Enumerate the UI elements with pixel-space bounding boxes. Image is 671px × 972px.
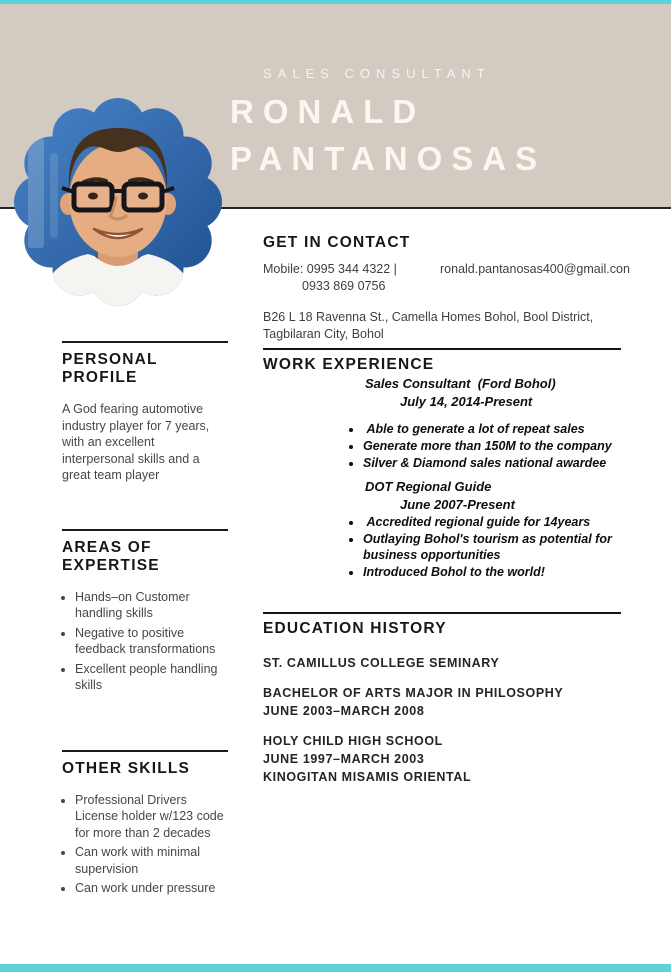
personal-profile-text: A God fearing automotive industry player for 7 years, with an excellent interpersonal skills and a great team player [62,402,213,482]
left-column [62,341,228,900]
list-item: • Outlaying Bohol's tourism as potential for business opportunities [363,531,621,563]
person-name [230,88,546,182]
person-first-name: RONALD [230,93,426,130]
job-entry [263,376,621,471]
list-item: • Accredited regional guide for 14years [363,514,621,530]
list-item: • Can work under pressure [75,880,228,897]
mobile-number-line2: 0933 869 0756 [302,279,386,293]
job-role: Sales Consultant (Ford Bohol) [365,376,556,391]
postal-address: B26 L 18 Ravenna St., Camella Homes Bohol, Bool District, Tagbilaran City, Bohol [263,310,594,341]
list-item: • Negative to positive feedback transformations [75,625,228,658]
mobile-number-line1: Mobile: 0995 344 4322 | [263,262,397,276]
role-title: SALES CONSULTANT [263,66,491,81]
bottom-accent-bar [0,964,671,972]
list-item: • Can work with minimal supervision [75,844,228,877]
education-line: BACHELOR OF ARTS MAJOR IN PHILOSOPHY [263,686,564,700]
job-bullet-list [263,514,621,580]
other-skills-title: OTHER SKILLS [62,759,191,777]
list-item: • Generate more than 150M to the company [363,438,621,454]
personal-profile-title: PERSONAL PROFILE [62,351,158,386]
job-period: June 2007-Present [400,497,515,512]
education-line: HOLY CHILD HIGH SCHOOL [263,734,443,748]
expertise-list [62,589,228,694]
job-role: DOT Regional Guide [365,479,492,494]
education-line: ST. CAMILLUS COLLEGE SEMINARY [263,656,500,670]
education-entry [263,654,621,672]
education-line: JUNE 1997–MARCH 2003 [263,752,425,766]
expertise-title: AREAS OF EXPERTISE [62,538,160,574]
list-item: • Able to generate a lot of repeat sales [363,421,621,437]
list-item: • Professional Drivers License holder w/123 code for more than 2 decades [75,792,228,842]
divider [62,341,228,343]
job-bullet-list [263,421,621,471]
education-title: EDUCATION HISTORY [263,620,447,637]
other-skills-list [62,792,228,897]
email-address: ronald.pantanosas400@gmail.con [440,262,630,276]
list-item: • Introduced Bohol to the world! [363,564,621,580]
person-last-name: PANTANOSAS [230,140,547,177]
contact-title: GET IN CONTACT [263,234,411,251]
job-entry [263,479,621,580]
education-line: KINOGITAN MISAMIS ORIENTAL [263,770,472,784]
divider [263,612,621,614]
list-item: • Hands–on Customer handling skills [75,589,228,622]
education-entry [263,684,621,720]
work-experience-title: WORK EXPERIENCE [263,356,435,373]
divider [263,348,621,350]
divider [62,750,228,752]
divider [62,529,228,531]
portrait-illustration [10,98,226,306]
right-column [263,348,621,786]
education-line: JUNE 2003–MARCH 2008 [263,704,425,718]
profile-photo [10,98,226,306]
contact-section [263,234,630,343]
list-item: • Silver & Diamond sales national awardee [363,455,621,471]
job-period: July 14, 2014-Present [400,394,533,409]
list-item: • Excellent people handling skills [75,661,228,694]
education-entry [263,732,621,786]
contact-rows [263,261,630,295]
